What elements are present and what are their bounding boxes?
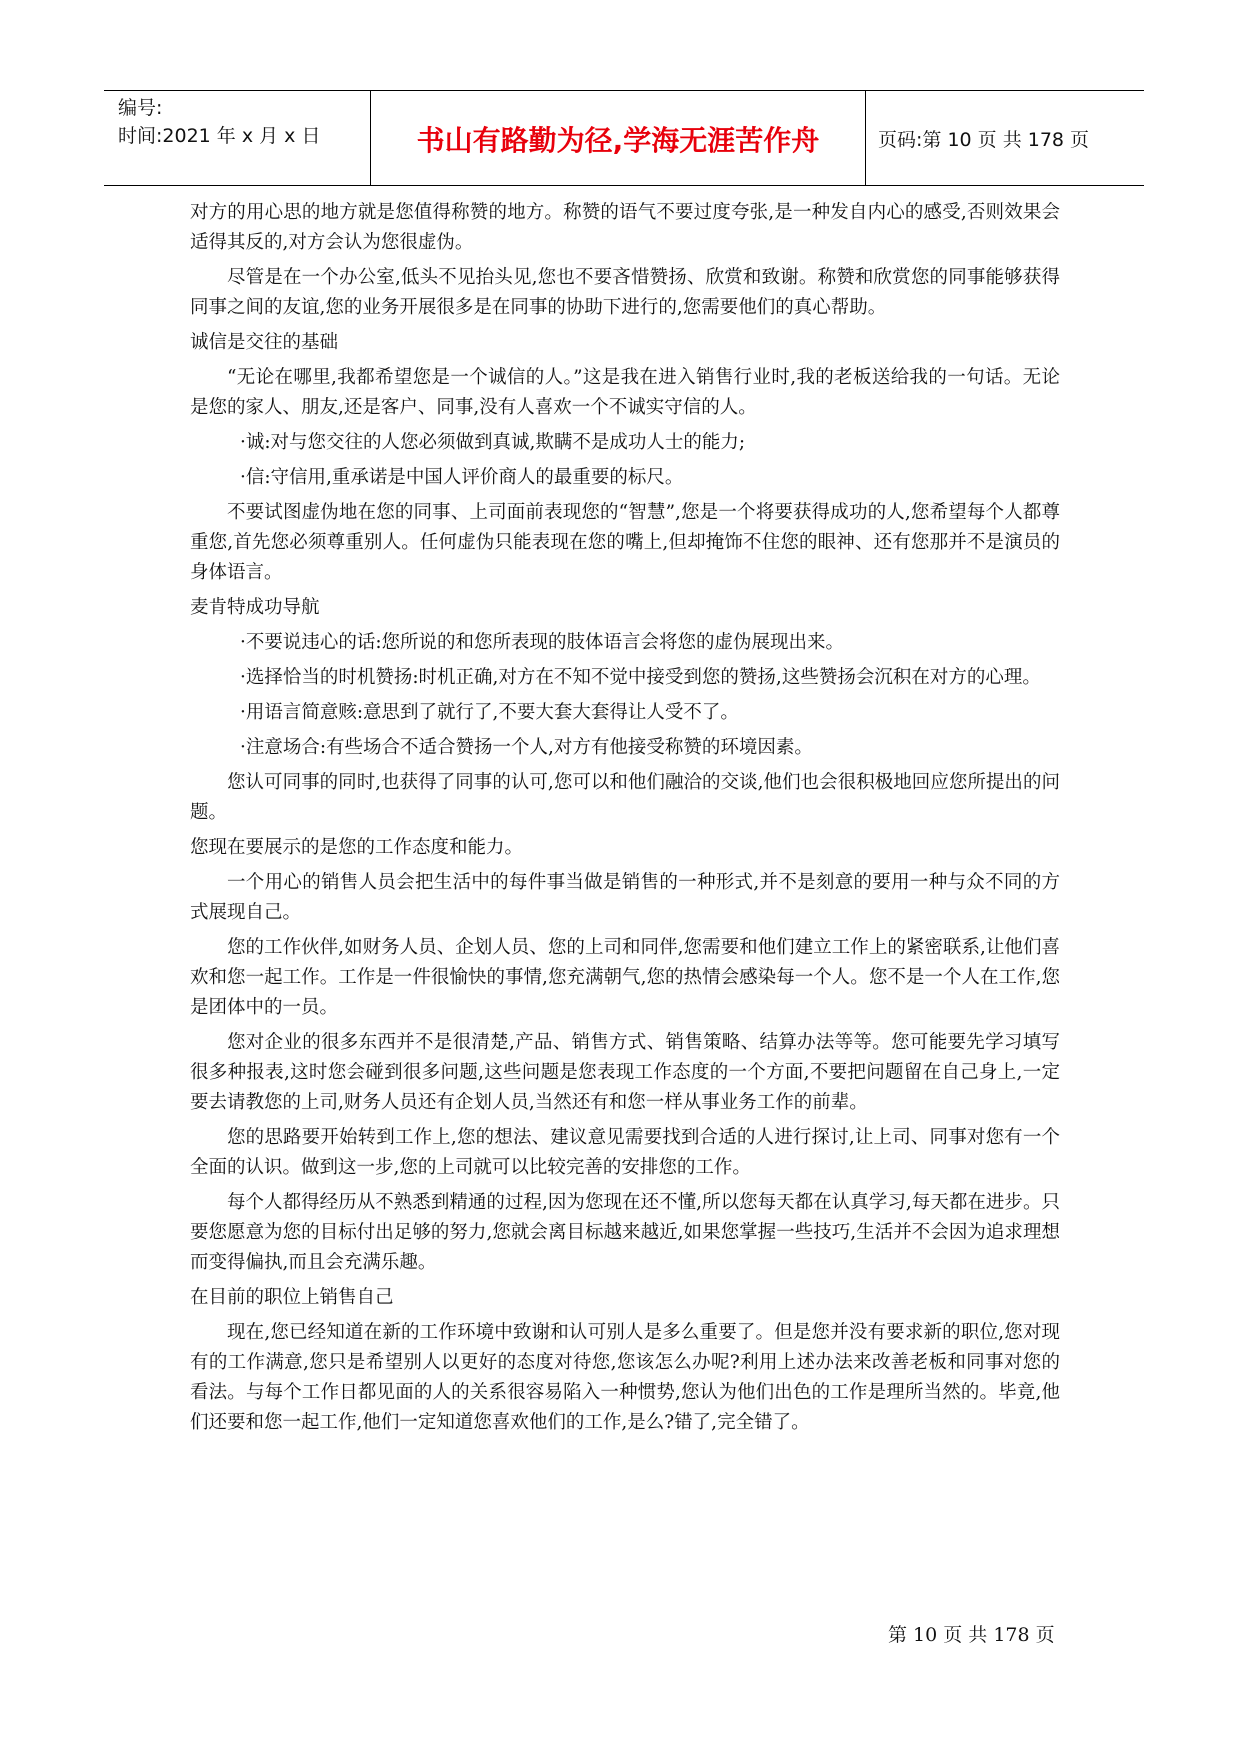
bullet-item: ·用语言简意赅:意思到了就行了,不要大套大套得让人受不了。: [239, 702, 739, 723]
bullet-item: ·选择恰当的时机赞扬:时机正确,对方在不知不觉中接受到您的赞扬,这些赞扬会沉积在对方的心理。: [239, 667, 1041, 688]
header-middle-cell: [370, 91, 866, 185]
bullet-item: ·不要说违心的话:您所说的和您所表现的肢体语言会将您的虚伪展现出来。: [239, 632, 845, 653]
body-paragraph: “无论在哪里,我都希望您是一个诚信的人。”这是我在进入销售行业时,我的老板送给我的一句话。无论是您的家人、朋友,还是客户、同事,没有人喜欢一个不诚实守信的人。: [190, 367, 1060, 418]
body-paragraph: 您对企业的很多东西并不是很清楚,产品、销售方式、销售策略、结算办法等等。您可能要先学习填写很多种报表,这时您会碰到很多问题,这些问题是您表现工作态度的一个方面,不要把问题留在自己身上,一定要去请教您的上司,财务人员还有企划人员,当然还有和您一样从事业务工作的前辈。: [190, 1032, 1060, 1113]
page-header: [104, 90, 1144, 186]
document-number-label: 编号:: [118, 97, 163, 119]
header-page-code: 页码:第 10 页 共 178 页: [878, 129, 1090, 151]
document-time-label: 时间:2021 年 x 月 x 日: [118, 125, 321, 147]
header-motto: 书山有路勤为径,学海无涯苦作舟: [416, 124, 820, 157]
body-paragraph: 您认可同事的同时,也获得了同事的认可,您可以和他们融洽的交谈,他们也会很积极地回应您所提出的问题。: [190, 772, 1060, 823]
body-paragraph: 您的工作伙伴,如财务人员、企划人员、您的上司和同伴,您需要和他们建立工作上的紧密联系,让他们喜欢和您一起工作。工作是一件很愉快的事情,您充满朝气,您的热情会感染每一个人。您不是一个人在工作,您是团体中的一员。: [190, 937, 1060, 1018]
section-heading: 您现在要展示的是您的工作态度和能力。: [190, 837, 524, 858]
section-heading: 诚信是交往的基础: [190, 332, 339, 353]
page-footer: 第 10 页 共 178 页: [888, 1624, 1055, 1646]
bullet-item: ·信:守信用,重承诺是中国人评价商人的最重要的标尺。: [239, 467, 684, 488]
header-right-cell: [866, 91, 1144, 185]
body-paragraph: 尽管是在一个办公室,低头不见抬头见,您也不要吝惜赞扬、欣赏和致谢。称赞和欣赏您的同事能够获得同事之间的友谊,您的业务开展很多是在同事的协助下进行的,您需要他们的真心帮助。: [190, 267, 1060, 318]
section-heading: 在目前的职位上销售自己: [190, 1287, 394, 1308]
body-paragraph: 每个人都得经历从不熟悉到精通的过程,因为您现在还不懂,所以您每天都在认真学习,每天都在进步。只要您愿意为您的目标付出足够的努力,您就会离目标越来越近,如果您掌握一些技巧,生活并不会因为追求理想而变得偏执,而且会充满乐趣。: [190, 1192, 1060, 1273]
body-paragraph: 现在,您已经知道在新的工作环境中致谢和认可别人是多么重要了。但是您并没有要求新的职位,您对现有的工作满意,您只是希望别人以更好的态度对待您,您该怎么办呢?利用上述办法来改善老板和同事对您的看法。与每个工作日都见面的人的关系很容易陷入一种惯势,您认为他们出色的工作是理所当然的。毕竟,他们还要和您一起工作,他们一定知道您喜欢他们的工作,是么?错了,完全错了。: [190, 1322, 1060, 1433]
body-paragraph: 一个用心的销售人员会把生活中的每件事当做是销售的一种形式,并不是刻意的要用一种与众不同的方式展现自己。: [190, 872, 1060, 923]
body-paragraph: 不要试图虚伪地在您的同事、上司面前表现您的“智慧”,您是一个将要获得成功的人,您希望每个人都尊重您,首先您必须尊重别人。任何虚伪只能表现在您的嘴上,但却掩饰不住您的眼神、还有您那并不是演员的身体语言。: [190, 502, 1060, 583]
header-left-cell: [104, 91, 370, 185]
document-body: [190, 198, 1060, 1438]
section-heading: 麦肯特成功导航: [190, 597, 320, 618]
body-paragraph: 对方的用心思的地方就是您值得称赞的地方。称赞的语气不要过度夸张,是一种发自内心的感受,否则效果会适得其反的,对方会认为您很虚伪。: [190, 202, 1060, 253]
body-paragraph: 您的思路要开始转到工作上,您的想法、建议意见需要找到合适的人进行探讨,让上司、同事对您有一个全面的认识。做到这一步,您的上司就可以比较完善的安排您的工作。: [190, 1127, 1060, 1178]
bullet-item: ·注意场合:有些场合不适合赞扬一个人,对方有他接受称赞的环境因素。: [239, 737, 813, 758]
bullet-item: ·诚:对与您交往的人您必须做到真诚,欺瞒不是成功人士的能力;: [239, 432, 746, 453]
